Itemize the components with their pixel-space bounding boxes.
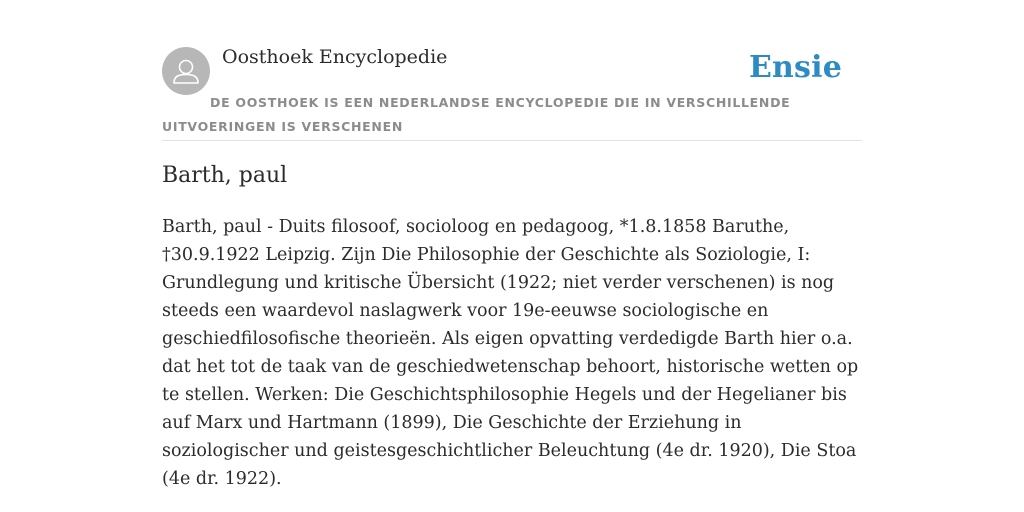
source-description: DE OOSTHOEK IS EEN NEDERLANDSE ENCYCLOPEDIE DIE IN VERSCHILLENDE UITVOERINGEN IS VERSCHENEN	[162, 95, 791, 134]
avatar[interactable]	[162, 47, 210, 95]
article-title: Barth, paul	[162, 163, 288, 188]
source-name-link[interactable]: Oosthoek Encyclopedie	[222, 46, 448, 68]
article-body: Barth, paul - Duits filosoof, socioloog en pedagoog, *1.8.1858 Baruthe, †30.9.1922 Leipzig. Zijn Die Philosophie der Geschichte als Soziologie, I: Grundlegung und kritische Übersicht (1922; niet verder verschenen) is nog steeds een waardevol naslagwerk voor 19e-eeuwse sociologische en geschiedfilosofische theorieën. Als eigen opvatting verdedigde Barth hier o.a. dat het tot de taak van de geschiedwetenschap behoort, historische wetten op te stellen. Werken: Die Geschichtsphilosophie Hegels und der Hegelianer bis auf Marx und Hartmann (1899), Die Geschichte der Erziehung in soziologischer und geistesgeschichtlicher Beleuchtung (4e dr. 1920), Die Stoa (4e dr. 1922).	[162, 217, 859, 489]
article-card	[162, 44, 862, 493]
source-header	[162, 44, 862, 141]
brand-logo[interactable]: Ensie	[748, 50, 842, 85]
user-icon	[162, 47, 210, 95]
